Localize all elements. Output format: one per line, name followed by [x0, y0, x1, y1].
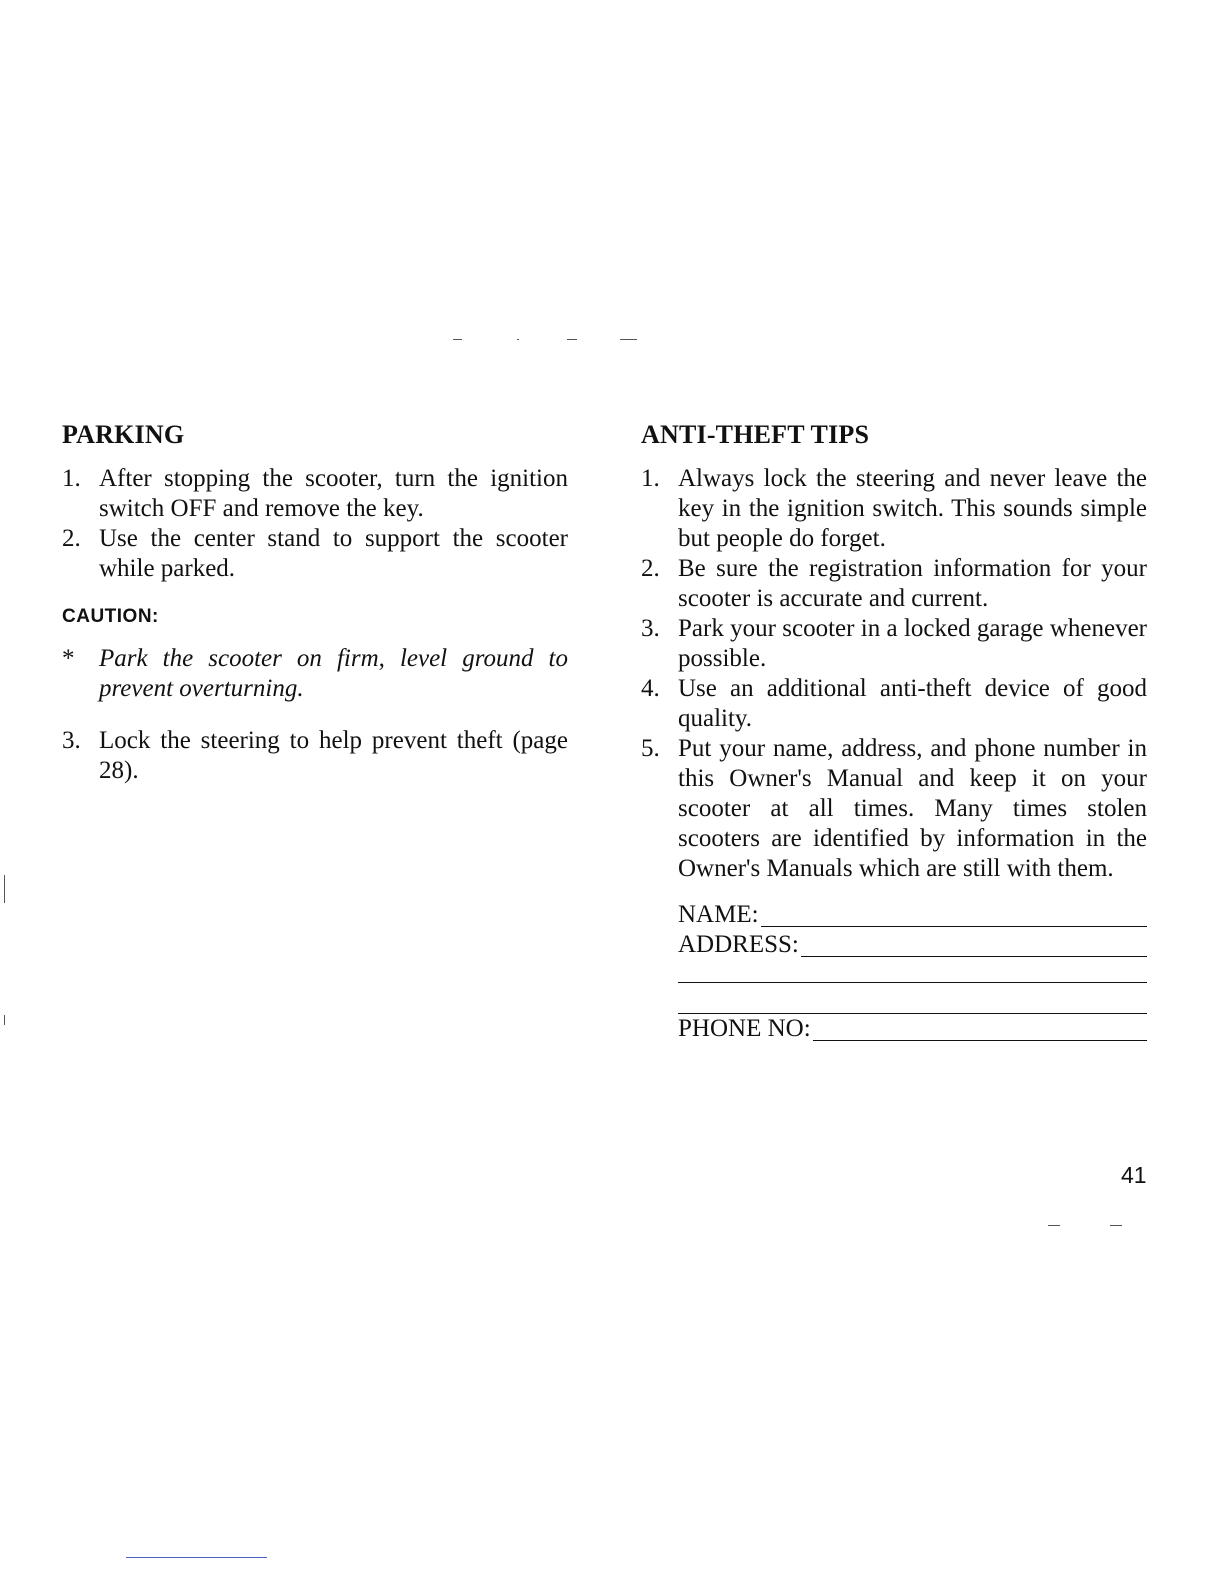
item-number: 1.	[62, 465, 81, 492]
anti-theft-heading: ANTI-THEFT TIPS	[641, 420, 870, 449]
parking-list	[62, 464, 568, 584]
item-number: 3.	[641, 615, 660, 642]
anti-theft-list	[641, 464, 1147, 884]
address-row	[678, 930, 1147, 960]
item-text: After stopping the scooter, turn the ignition switch OFF and remove the key.	[99, 465, 568, 522]
name-label: NAME:	[678, 901, 759, 928]
parking-heading: PARKING	[62, 420, 185, 449]
caution-text: Park the scooter on firm, level ground to prevent overturning.	[99, 645, 568, 702]
address-field-line-2[interactable]	[678, 960, 1147, 983]
item-text: Always lock the steering and never leave the key in the ignition switch. This sounds simple but people do forget.	[678, 465, 1147, 552]
parking-section	[62, 420, 568, 786]
list-item	[62, 464, 568, 524]
list-item	[641, 464, 1147, 554]
owner-info-form	[678, 900, 1147, 1044]
name-field[interactable]	[761, 926, 1147, 927]
scan-mark	[4, 1015, 5, 1025]
list-item	[641, 554, 1147, 614]
list-item	[62, 726, 568, 786]
list-item	[641, 614, 1147, 674]
scan-mark	[126, 1557, 267, 1558]
caution-label: CAUTION:	[62, 606, 159, 627]
scan-mark	[567, 339, 577, 340]
address-field-line-3[interactable]	[678, 983, 1147, 1014]
item-text: Be sure the registration information for your scooter is accurate and current.	[678, 555, 1147, 612]
address-field[interactable]	[801, 956, 1147, 957]
scan-mark	[1110, 1225, 1122, 1226]
list-item	[641, 674, 1147, 734]
phone-label: PHONE NO:	[678, 1015, 811, 1042]
name-row	[678, 900, 1147, 930]
scan-mark	[453, 339, 462, 340]
item-text: Park your scooter in a locked garage whenever possible.	[678, 615, 1147, 672]
scan-mark	[620, 339, 637, 340]
item-text: Use the center stand to support the scooter while parked.	[99, 525, 568, 582]
anti-theft-section	[641, 420, 1147, 1044]
page-number: 41	[1121, 1162, 1147, 1188]
list-item	[641, 734, 1147, 884]
item-text: Lock the steering to help prevent theft (page 28).	[99, 727, 568, 784]
phone-field[interactable]	[813, 1040, 1147, 1041]
caution-bullet: *	[62, 645, 75, 672]
item-text: Use an additional anti-theft device of good quality.	[678, 675, 1147, 732]
list-item	[62, 524, 568, 584]
item-number: 2.	[62, 525, 81, 552]
item-number: 3.	[62, 727, 81, 754]
item-text: Put your name, address, and phone number in this Owner's Manual and keep it on your scooter at all times. Many times stolen scooters are identified by information in the Owner's Manuals which are still with them.	[678, 735, 1147, 882]
phone-row	[678, 1014, 1147, 1044]
scan-mark	[517, 339, 519, 340]
address-label: ADDRESS:	[678, 931, 799, 958]
item-number: 4.	[641, 675, 660, 702]
caution-note	[62, 644, 568, 704]
item-number: 2.	[641, 555, 660, 582]
item-number: 1.	[641, 465, 660, 492]
item-number: 5.	[641, 735, 660, 762]
scan-mark	[1048, 1225, 1060, 1226]
scan-mark	[4, 875, 5, 903]
